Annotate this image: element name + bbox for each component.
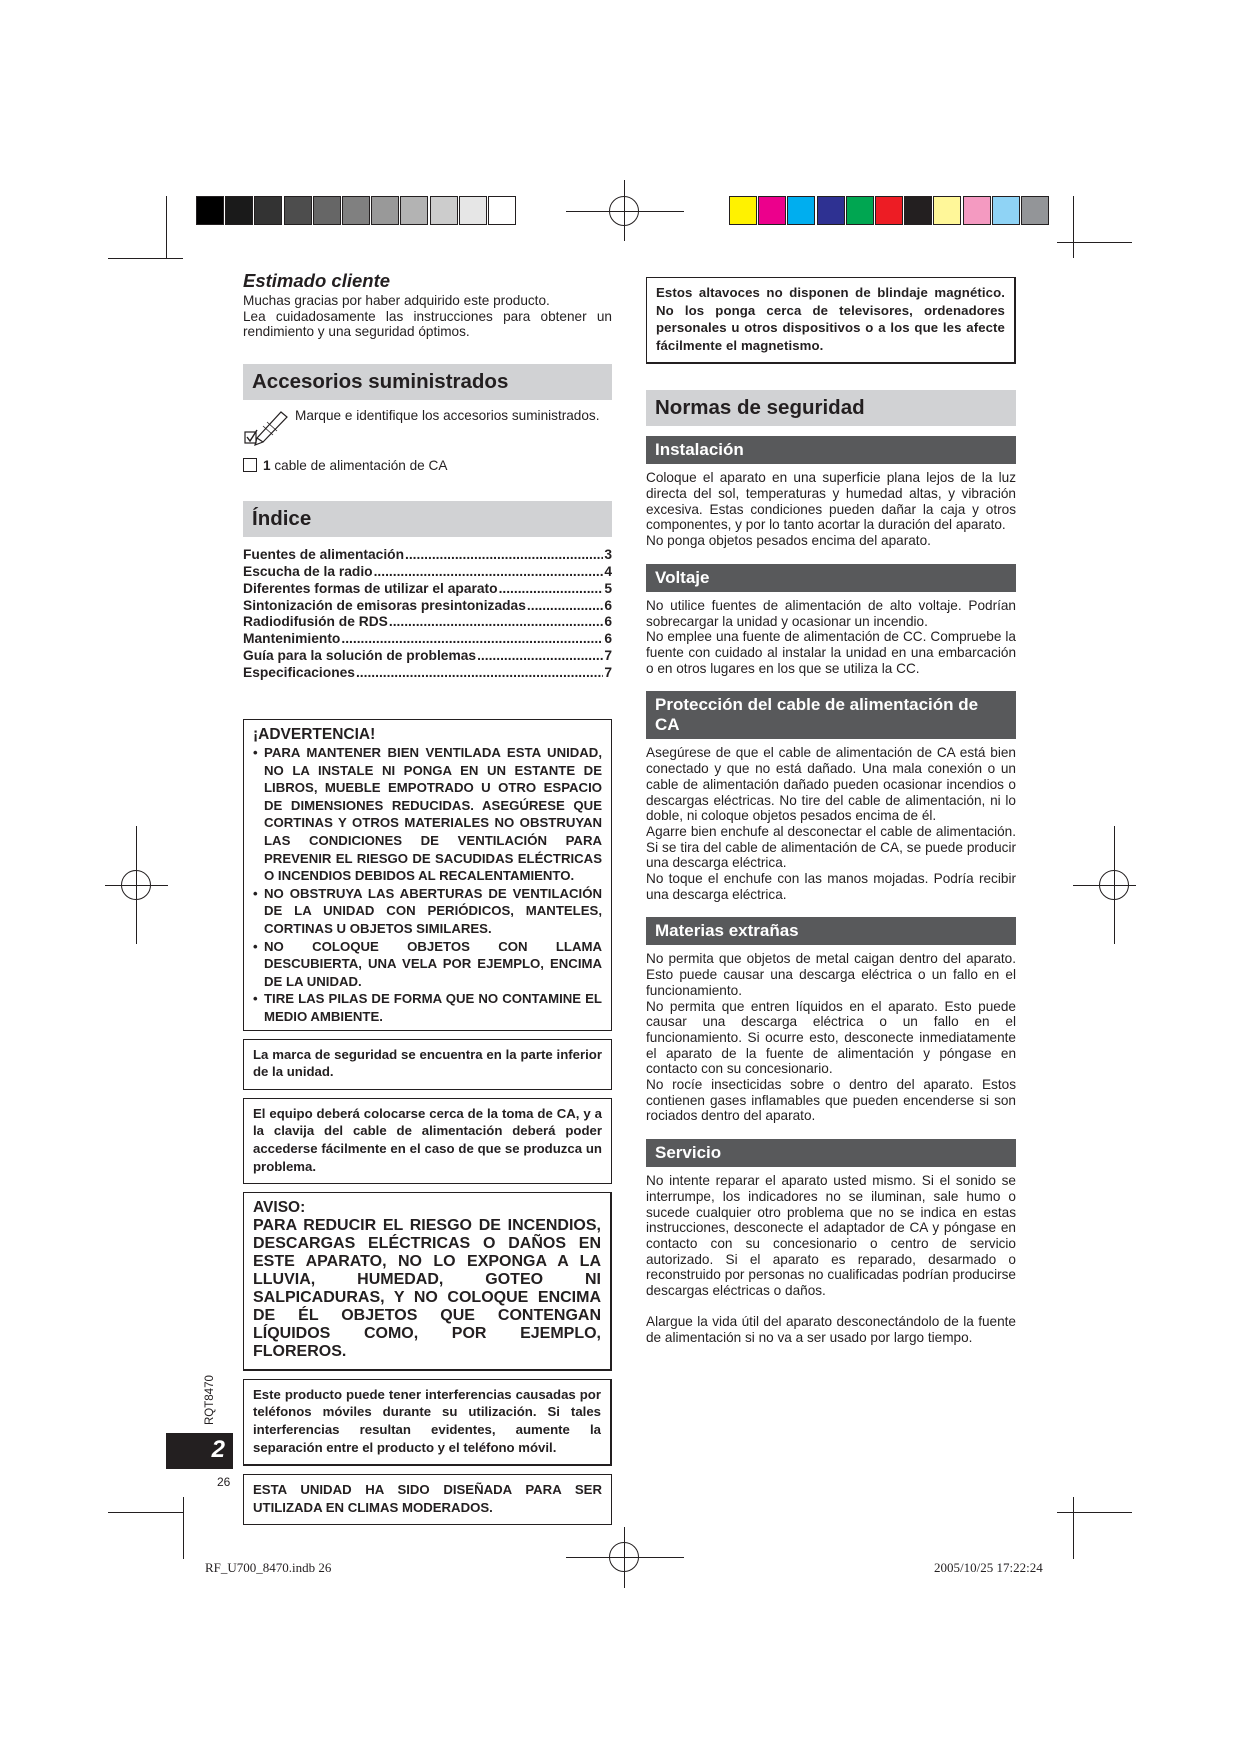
- warning-list: [253, 744, 602, 1026]
- toc-leader: [356, 665, 603, 682]
- safety-paragraph: No ponga objetos pesados encima del aparato.: [646, 533, 931, 549]
- accessories-heading: Accesorios suministrados: [243, 364, 612, 400]
- safety-subheading: Instalación: [646, 436, 1016, 464]
- gray-swatch: [400, 196, 428, 225]
- toc-entry: [243, 665, 612, 682]
- color-swatch: [846, 196, 874, 225]
- aviso-title: AVISO:: [253, 1199, 306, 1217]
- warning-box: [243, 719, 612, 1030]
- page-number-small: 26: [217, 1475, 231, 1489]
- toc-entry: [243, 614, 612, 631]
- gray-swatch: [459, 196, 487, 225]
- safety-heading: Normas de seguridad: [646, 390, 1016, 426]
- pen-check-icon: [243, 408, 295, 453]
- magnet-note: Estos altavoces no disponen de blindaje magnético. No los ponga cerca de televisores, ordenadores personales u otros dispositivos o a los que les afecte fácilmente el magnetismo.: [646, 277, 1016, 364]
- warning-title: ¡ADVERTENCIA!: [253, 726, 376, 744]
- safety-subheading: Voltaje: [646, 564, 1016, 592]
- warning-item-text: PARA MANTENER BIEN VENTILADA ESTA UNIDAD, NO LA INSTALE NI PONGA EN UN ESTANTE DE LIBROS, MUEBLE EMPOTRADO U OTRO ESPACIO DE DIMENSIONES REDUCIDAS. ASEGÚRESE QUE CORTINAS Y OTROS MATERIALES NO OBSTRUYAN LAS CONDICIONES DE VENTILACIÓN PARA PREVENIR EL RIESGO DE SACUDIDAS ELÉCTRICAS O INCENDIOS DEBIDOS AL RECALENTAMIENTO.: [264, 745, 602, 884]
- safety-subheading: Materias extrañas: [646, 917, 1016, 945]
- warning-item: [253, 744, 602, 885]
- warning-item-text: NO COLOQUE OBJETOS CON LLAMA DESCUBIERTA, UNA VELA POR EJEMPLO, ENCIMA DE LA UNIDAD.: [264, 938, 602, 989]
- gray-swatch: [342, 196, 370, 225]
- safety-paragraph: No toque el enchufe con las manos mojadas. Podría recibir una descarga eléctrica.: [646, 871, 1016, 902]
- greeting-instructions: Lea cuidadosamente las instrucciones para obtener un rendimiento y una seguridad óptimos.: [243, 308, 612, 340]
- warning-item-text: TIRE LAS PILAS DE FORMA QUE NO CONTAMINE EL MEDIO AMBIENTE.: [264, 991, 602, 1024]
- color-swatch: [875, 196, 903, 225]
- safety-paragraph: No utilice fuentes de alimentación de alto voltaje. Podrían sobrecargar la unidad y ocasionar un incendio.: [646, 597, 1016, 629]
- color-swatch: [1021, 196, 1049, 225]
- bullet: •: [253, 991, 258, 1007]
- warning-item-text: NO OBSTRUYA LAS ABERTURAS DE VENTILACIÓN DE LA UNIDAD CON PERIÓDICOS, MANTELES, CORTINAS U OBJETOS SIMILARES.: [264, 885, 602, 937]
- color-swatch: [933, 196, 961, 225]
- accessories-instruction-row: [243, 408, 612, 453]
- gray-swatch: [284, 196, 312, 225]
- safety-section: [646, 691, 1016, 902]
- color-swatch: [758, 196, 786, 225]
- color-swatch: [817, 196, 845, 225]
- safety-paragraph: Asegúrese de que el cable de alimentación de CA está bien conectado y que no está dañado. Una mala conexión o un cable de alimentación dañado pueden ocasionar incendios o descargas eléctricas. No tire del cable de alimentación, ni lo doble, ni coloque objetos pesados encima de él.: [646, 745, 1016, 824]
- footer-file: RF_U700_8470.indb 26: [205, 1560, 332, 1575]
- toc-title: Escucha de la radio: [243, 563, 373, 579]
- gray-swatch: [488, 196, 516, 225]
- safety-section: [646, 917, 1016, 1124]
- accessories-instruction: Marque e identifique los accesorios suministrados.: [295, 408, 600, 424]
- right-column: [646, 277, 1016, 1345]
- toc-title: Mantenimiento: [243, 631, 341, 647]
- aviso-text: PARA REDUCIR EL RIESGO DE INCENDIOS, DESCARGAS ELÉCTRICAS O DAÑOS EN ESTE APARATO, NO LO EXPONGA A LA LLUVIA, HUMEDAD, GOTEO NI SALPICADURAS, Y NO COLOQUE ENCIMA DE ÉL OBJETOS QUE CONTENGAN LÍQUIDOS COMO, POR EJEMPLO, FLOREROS.: [253, 1216, 601, 1360]
- toc-title: Fuentes de alimentación: [243, 547, 405, 563]
- toc-entry: [243, 581, 612, 598]
- bullet: •: [253, 938, 258, 954]
- footer-timestamp: 2005/10/25 17:22:24: [934, 1560, 1043, 1575]
- toc-page: 5: [604, 580, 612, 596]
- safety-paragraph: No intente reparar el aparato usted mismo. Si el sonido se interrumpe, los indicadores no se iluminan, sale humo o sucede cualquier otro problema que no se indica en estas instrucciones, desconecte el adaptador de CA y póngase en contacto con su concesionario o centro de servicio autorizado. Si el aparato es reparado, desarmado o reconstruido por personas no cualificadas podrían producirse descargas eléctricas o daños.: [646, 1173, 1016, 1299]
- color-swatch: [904, 196, 932, 225]
- toc-entry: [243, 564, 612, 581]
- toc-leader: [374, 564, 604, 581]
- toc-title: Radiodifusión de RDS: [243, 614, 388, 630]
- accessory-item: [243, 458, 612, 473]
- accessory-checkbox[interactable]: [243, 458, 257, 472]
- safety-subheading: Servicio: [646, 1139, 1016, 1167]
- toc-leader: [341, 631, 603, 648]
- safety-paragraph: Agarre bien enchufe al desconectar el cable de alimentación. Si se tira del cable de alimentación de CA, se puede producir una descarga eléctrica.: [646, 823, 1016, 871]
- safety-paragraph: No permita que objetos de metal caigan dentro del aparato. Esto puede causar una descarga eléctrica o un fallo en el funcionamiento.: [646, 951, 1016, 998]
- color-swatch: [729, 196, 757, 225]
- toc-title: Sintonización de emisoras presintonizadas: [243, 597, 526, 613]
- toc-leader: [405, 547, 603, 564]
- gray-swatch: [196, 196, 224, 225]
- bullet: •: [253, 885, 258, 901]
- safety-paragraph: No permita que entren líquidos en el aparato. Esto puede causar una descarga eléctrica o un fallo en el funcionamiento. Si ocurre esto, desconecte inmediatamente el aparato de la fuente de alimentación y póngase en contacto con su concesionario.: [646, 998, 1016, 1077]
- safety-paragraph: No emplee una fuente de alimentación de CC. Compruebe la fuente con cuidado al instalar la unidad en una embarcación o en otros lugares en los que se utiliza la CC.: [646, 629, 1016, 676]
- toc-leader: [477, 648, 603, 665]
- toc-title: Diferentes formas de utilizar el aparato: [243, 580, 498, 596]
- warning-item: [253, 885, 602, 938]
- toc-title: Especificaciones: [243, 664, 355, 680]
- bullet: •: [253, 745, 258, 761]
- safety-paragraph: No rocíe insecticidas sobre o dentro del aparato. Estos contienen gases inflamables que pueden encenderse si son rociados dentro del aparato.: [646, 1077, 1016, 1124]
- table-of-contents: [243, 547, 612, 681]
- index-heading: Índice: [243, 501, 612, 537]
- toc-leader: [527, 598, 603, 615]
- greeting-title: Estimado cliente: [243, 270, 391, 291]
- toc-leader: [389, 614, 603, 631]
- color-swatch: [787, 196, 815, 225]
- safety-paragraph: Alargue la vida útil del aparato desconectándolo de la fuente de alimentación si no va a ser usado por largo tiempo.: [646, 1313, 1016, 1345]
- toc-leader: [499, 581, 604, 598]
- greeting-line: Muchas gracias por haber adquirido este producto.: [243, 293, 550, 308]
- gray-swatch: [254, 196, 282, 225]
- accessory-label: cable de alimentación de CA: [274, 458, 448, 474]
- warning-item: [253, 938, 602, 991]
- gray-swatch: [430, 196, 458, 225]
- gray-swatch: [313, 196, 341, 225]
- page-number-tab: 2: [166, 1433, 233, 1469]
- toc-page: 3: [604, 547, 612, 563]
- climate-note: ESTA UNIDAD HA SIDO DISEÑADA PARA SER UTILIZADA EN CLIMAS MODERADOS.: [243, 1474, 612, 1525]
- toc-entry: [243, 547, 612, 564]
- safety-section: [646, 564, 1016, 677]
- toc-page: 4: [604, 563, 612, 579]
- aviso-box: [243, 1192, 612, 1371]
- safety-section: [646, 436, 1016, 549]
- interference-note: Este producto puede tener interferencias causadas por teléfonos móviles durante su utilización. Si tales interferencias resultan evidentes, aumente la separación entre el producto y el teléfono móvil.: [243, 1379, 612, 1466]
- toc-entry: [243, 648, 612, 665]
- warning-item: [253, 990, 602, 1025]
- toc-page: 7: [604, 664, 612, 680]
- gray-swatch: [225, 196, 253, 225]
- toc-page: 6: [604, 597, 612, 613]
- safety-mark-note: La marca de seguridad se encuentra en la parte inferior de la unidad.: [243, 1039, 612, 1090]
- gray-swatch: [371, 196, 399, 225]
- toc-page: 6: [604, 631, 612, 647]
- model-code: RQT8470: [204, 1375, 216, 1425]
- safety-subheading: Protección del cable de alimentación de CA: [646, 691, 1016, 739]
- color-swatch: [992, 196, 1020, 225]
- toc-entry: [243, 631, 612, 648]
- accessory-qty: 1: [263, 458, 271, 474]
- outlet-note: El equipo deberá colocarse cerca de la toma de CA, y a la clavija del cable de alimentación deberá poder accederse fácilmente en el caso de que se produzca un problema.: [243, 1098, 612, 1184]
- toc-page: 6: [604, 614, 612, 630]
- safety-section: [646, 1139, 1016, 1345]
- toc-title: Guía para la solución de problemas: [243, 647, 477, 663]
- toc-entry: [243, 598, 612, 615]
- toc-page: 7: [604, 647, 612, 663]
- color-swatch: [963, 196, 991, 225]
- safety-sections: [646, 436, 1016, 1345]
- left-column: [243, 270, 612, 1525]
- safety-paragraph: Coloque el aparato en una superficie plana lejos de la luz directa del sol, temperaturas y humedad altas, y vibración excesiva. Estas condiciones pueden dañar la caja y otros componentes, y por lo tanto acortar la duración del aparato.: [646, 470, 1016, 533]
